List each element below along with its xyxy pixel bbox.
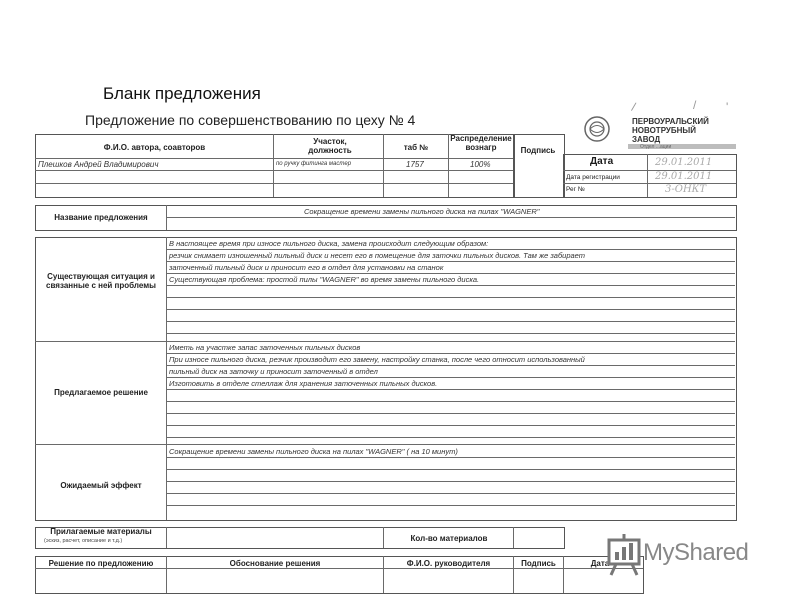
proposal-name-label: Название предложения xyxy=(54,213,148,222)
solution-line: Иметь на участке запас заточенных пильных дисков xyxy=(169,343,361,352)
author-position: по ручку фитинга мастер xyxy=(276,161,352,167)
proposed-solution-label: Предлагаемое решение xyxy=(54,388,148,397)
situation-line: заточенный пильный диск и приносит его в отдел для установки на станок xyxy=(169,263,444,272)
decision-col-header: Дата xyxy=(590,559,610,568)
company-logo-icon xyxy=(584,116,610,142)
decision-col-header: Решение по предложению xyxy=(48,559,154,568)
pen-mark: ' xyxy=(726,100,729,114)
decision-col-header: Ф.И.О. руководителя xyxy=(406,559,491,568)
pen-mark: / xyxy=(630,99,638,115)
situation-line: резчик снимает изношенный пильный диск и несет его в помещение для заточки пильных дисков. Там же забирает xyxy=(169,251,586,260)
slide-title: Бланк предложения xyxy=(103,84,261,103)
stamp-text: Отдел ...ации xyxy=(640,144,672,150)
reg-date-label: Дата регистрации xyxy=(566,174,620,181)
author-name: Плешков Андрей Владимирович xyxy=(38,160,159,169)
col-position-header: Участок, должность xyxy=(308,137,352,155)
effect-line: Сокращение времени замены пильного диска на пилах "WAGNER" ( на 10 минут) xyxy=(169,447,458,456)
date-value: 29.01.2011 xyxy=(655,157,713,168)
col-signature-header: Подпись xyxy=(520,146,556,155)
col-reward-header: Распределение вознагр xyxy=(450,134,512,152)
existing-situation-label: Существующая ситуация и связанные с ней проблемы xyxy=(46,272,156,290)
form-title: Предложение по совершенствованию по цеху № 4 xyxy=(85,112,416,128)
presentation-board-icon xyxy=(606,532,642,576)
proposal-name-value: Сокращение времени замены пильного диска на пилах "WAGNER" xyxy=(304,207,540,216)
solution-line: Изготовить в отделе стеллаж для хранения заточенных пильных дисков. xyxy=(169,379,438,388)
col-author-header: Ф.И.О. автора, соавторов xyxy=(103,143,206,152)
author-reward: 100% xyxy=(470,160,491,169)
decision-col-header: Обоснование решения xyxy=(229,559,321,568)
date-label: Дата xyxy=(590,156,614,167)
company-name: ПЕРВОУРАЛЬСКИЙ НОВОТРУБНЫЙ ЗАВОД xyxy=(632,117,709,144)
author-tab-no: 1757 xyxy=(406,160,424,169)
reg-no-value: 3-ОНКТ xyxy=(665,184,707,195)
reg-date-value: 29.01.2011 xyxy=(655,171,713,182)
situation-line: Существующая проблема: простой пилы "WAGNER" во время замены пильного диска. xyxy=(169,275,480,284)
attachments-label: Прилагаемые материалы xyxy=(50,527,152,536)
col-tab-header: таб № xyxy=(403,143,429,152)
attachments-count-label: Кол-во материалов xyxy=(410,534,488,543)
reg-no-label: Рег № xyxy=(566,186,585,193)
decision-col-header: Подпись xyxy=(521,559,556,568)
pen-mark: / xyxy=(693,98,697,112)
solution-line: При износе пильного диска, резчик производит его замену, настройку станка, после чего относит использованный xyxy=(169,355,585,364)
watermark-text: MyShared xyxy=(643,539,749,566)
attachments-sublabel: (эскиз, расчет, описание и т.д.) xyxy=(44,538,123,544)
expected-effect-label: Ожидаемый эффект xyxy=(60,481,142,490)
situation-line: В настоящее время при износе пильного диска, замена происходит следующим образом: xyxy=(169,239,489,248)
solution-line: пильный диск на заточку и приносит заточенный в отдел xyxy=(169,367,378,376)
signature-column xyxy=(513,134,565,198)
